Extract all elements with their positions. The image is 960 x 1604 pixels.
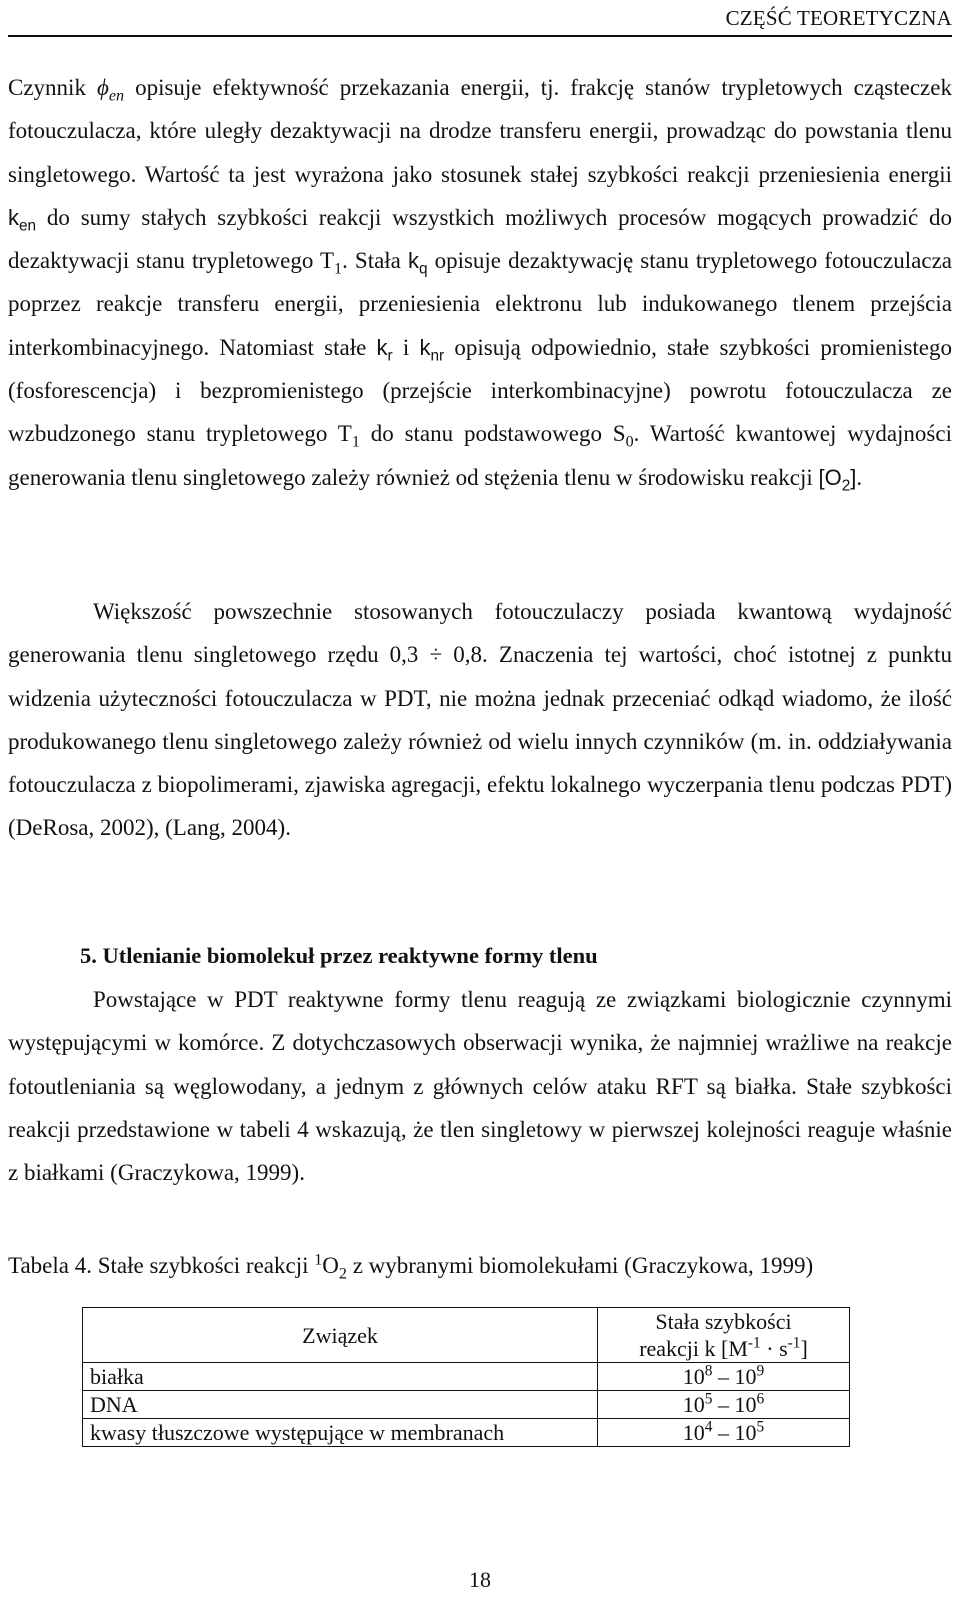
paragraph-biomolecule-oxidation: Powstające w PDT reaktywne formy tlenu reagują ze związkami biologicznie czynnymi występującymi w komórce. Z dotychczasowych obserwacji wynika, że najmniej wrażliwe na reakcje fotoutleniania są węglowodany, a jednym z głównych celów ataku RFT są białka. Stałe szybkości reakcji przedstawione w tabeli 4 wskazują, że tlen singletowy w pierwszej kolejności reaguje właśnie z białkami (Graczykowa, 1999). [8,987,952,1186]
table-header-row [83,1308,850,1363]
column-header-compound: Związek [83,1308,598,1363]
page-header: CZĘŚĆ TEORETYCZNA [8,6,952,37]
rate-constants-table [82,1307,850,1447]
rate-cell: $10^8 - 10^9$ [598,1363,850,1391]
table-caption: Tabela 4. Stałe szybkości reakcji $^1O_2$ z wybranymi biomolekułami (Graczykowa, 1999) [8,1251,814,1283]
table-row [83,1419,850,1447]
compound-cell: białka [83,1363,598,1391]
paragraph-phi-en: Czynnik $\phi_{en}$ opisuje efektywność przekazania energii, tj. frakcję stanów trypletowych cząsteczek fotouczulacza, które uległy dezaktywacji na drodze transferu energii, prowadząc do powstania tlenu singletowego. Wartość ta jest wyrażona jako stosunek stałej szybkości reakcji przeniesienia energii $k_{en}$ do sumy stałych szybkości reakcji wszystkich możliwych procesów mogących prowadzić do dezaktywacji stanu trypletowego $T_1$. Stała $k_q$ opisuje dezaktywację stanu trypletowego fotouczulacza poprzez reakcje transferu energii, przeniesienia elektronu lub indukowanego tlenem przejścia interkombinacyjnego. Natomiast stałe $k_r$ i $k_{nr}$ opisują odpowiednio, stałe szybkości promienistego (fosforescencja) i bezpromienistego (przejście interkombinacyjne) powrotu fotouczulacza ze wzbudzonego stanu trypletowego $T_1$ do stanu podstawowego $S_0$. Wartość kwantowej wydajności generowania tlenu singletowego zależy również od stężenia tlenu w środowisku reakcji $[O_2]$. [8,75,952,495]
page-number: 18 [469,1567,491,1592]
table-row [83,1363,850,1391]
paragraph-quantum-yield: Większość powszechnie stosowanych fotouczulaczy posiada kwantową wydajność generowania tlenu singletowego rzędu 0,3 ÷ 0,8. Znaczenia tej wartości, choć istotnej z punktu widzenia użyteczności fotouczulacza w PDT, nie można jednak przeceniać odkąd wiadomo, że ilość produkowanego tlenu singletowego zależy również od wielu innych czynników (m. in. oddziaływania fotouczulacza z biopolimerami, zjawiska agregacji, efektu lokalnego wyczerpania tlenu podczas PDT) (DeRosa, 2002), (Lang, 2004). [8,599,952,841]
rate-cell: $10^5 - 10^6$ [598,1391,850,1419]
rate-cell: $10^4 - 10^5$ [598,1419,850,1447]
compound-cell: kwasy tłuszczowe występujące w membranach [83,1419,598,1447]
compound-cell: DNA [83,1391,598,1419]
column-header-rate-constant: Stała szybkości reakcji k $[M^{-1} \cdot s^{-1}]$ [598,1308,850,1363]
section-heading: 5. Utlenianie biomolekuł przez reaktywne formy tlenu [80,943,598,968]
table-row [83,1391,850,1419]
